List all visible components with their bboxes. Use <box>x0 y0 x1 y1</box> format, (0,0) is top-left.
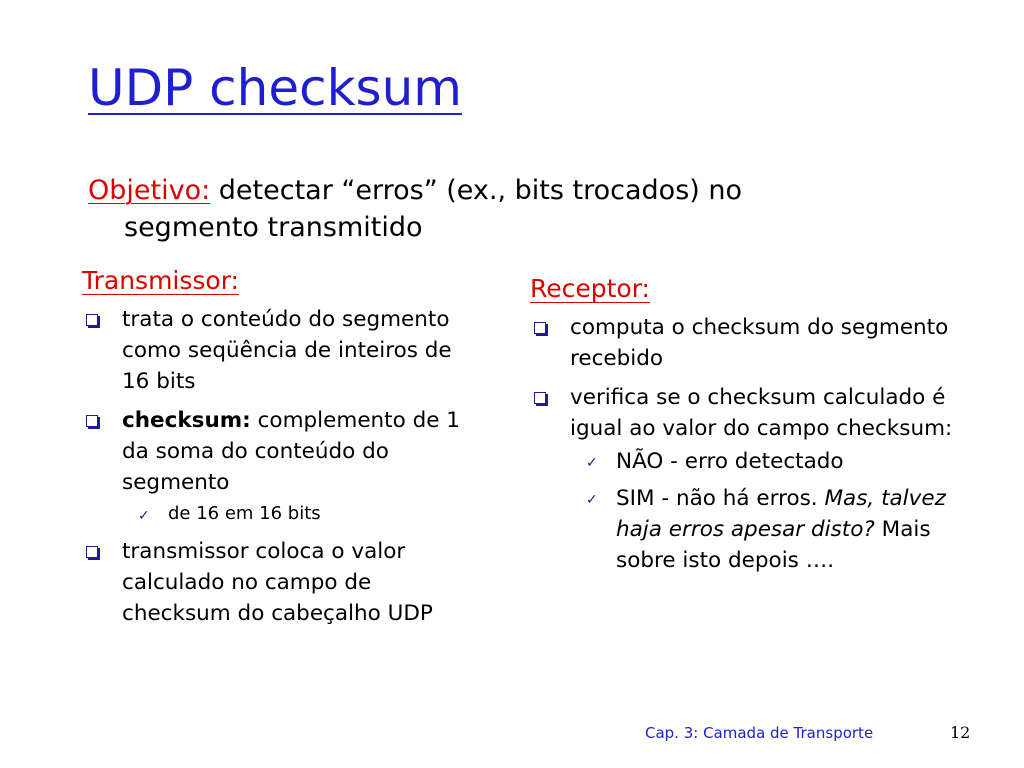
sender-column <box>82 264 482 637</box>
checkmark-icon: ✓ <box>138 508 150 524</box>
sender-bullet-list <box>82 304 482 629</box>
square-bullet-icon <box>86 546 98 558</box>
sub-list-item <box>570 483 970 576</box>
objective-text-line2: segmento transmitido <box>124 212 423 243</box>
bullet-text: verifica se o checksum calculado é igual ao valor do campo checksum: <box>570 385 953 441</box>
bullet-text: complemento de 1 da soma do conteúdo do segmento <box>122 408 460 495</box>
square-bullet-icon <box>534 322 546 334</box>
sub-bullet-italic-text: Mas, talvez haja erros apesar disto? <box>616 486 946 542</box>
bullet-text: trata o conteúdo do segmento como seqüência de inteiros de 16 bits <box>122 307 452 394</box>
objective-text-line1: detectar “erros” (ex., bits trocados) no <box>210 175 743 206</box>
sub-bullet-list <box>570 446 970 576</box>
sub-list-item <box>570 446 970 477</box>
square-bullet-icon <box>534 392 546 404</box>
checkmark-icon: ✓ <box>586 455 598 471</box>
objective <box>88 172 908 246</box>
checkmark-icon: ✓ <box>586 492 598 508</box>
list-item <box>530 312 970 374</box>
bullet-bold-text: checksum: <box>122 408 251 433</box>
bullet-text: transmissor coloca o valor calculado no campo de checksum do cabeçalho UDP <box>122 539 433 626</box>
list-item <box>82 304 482 397</box>
bullet-text: computa o checksum do segmento recebido <box>570 315 949 371</box>
square-bullet-icon <box>86 415 98 427</box>
page-number: 12 <box>950 723 971 742</box>
list-item <box>530 382 970 576</box>
sub-bullet-text: de 16 em 16 bits <box>168 503 321 524</box>
sub-bullet-text: SIM - não há erros. <box>616 486 825 511</box>
list-item <box>82 405 482 528</box>
sub-bullet-text: NÃO - erro detectado <box>616 449 844 474</box>
slide-title: UDP checksum <box>88 59 462 117</box>
square-bullet-icon <box>86 314 98 326</box>
objective-label: Objetivo: <box>88 175 211 206</box>
list-item <box>82 536 482 629</box>
sender-heading: Transmissor: <box>82 266 239 295</box>
receiver-column <box>530 272 970 584</box>
footer-caption: Cap. 3: Camada de Transporte <box>645 724 874 742</box>
sub-list-item <box>122 500 482 528</box>
sub-bullet-tail-text: Mais sobre isto depois …. <box>616 517 931 573</box>
receiver-bullet-list <box>530 312 970 576</box>
receiver-heading: Receptor: <box>530 274 650 303</box>
sub-bullet-list <box>122 500 482 528</box>
